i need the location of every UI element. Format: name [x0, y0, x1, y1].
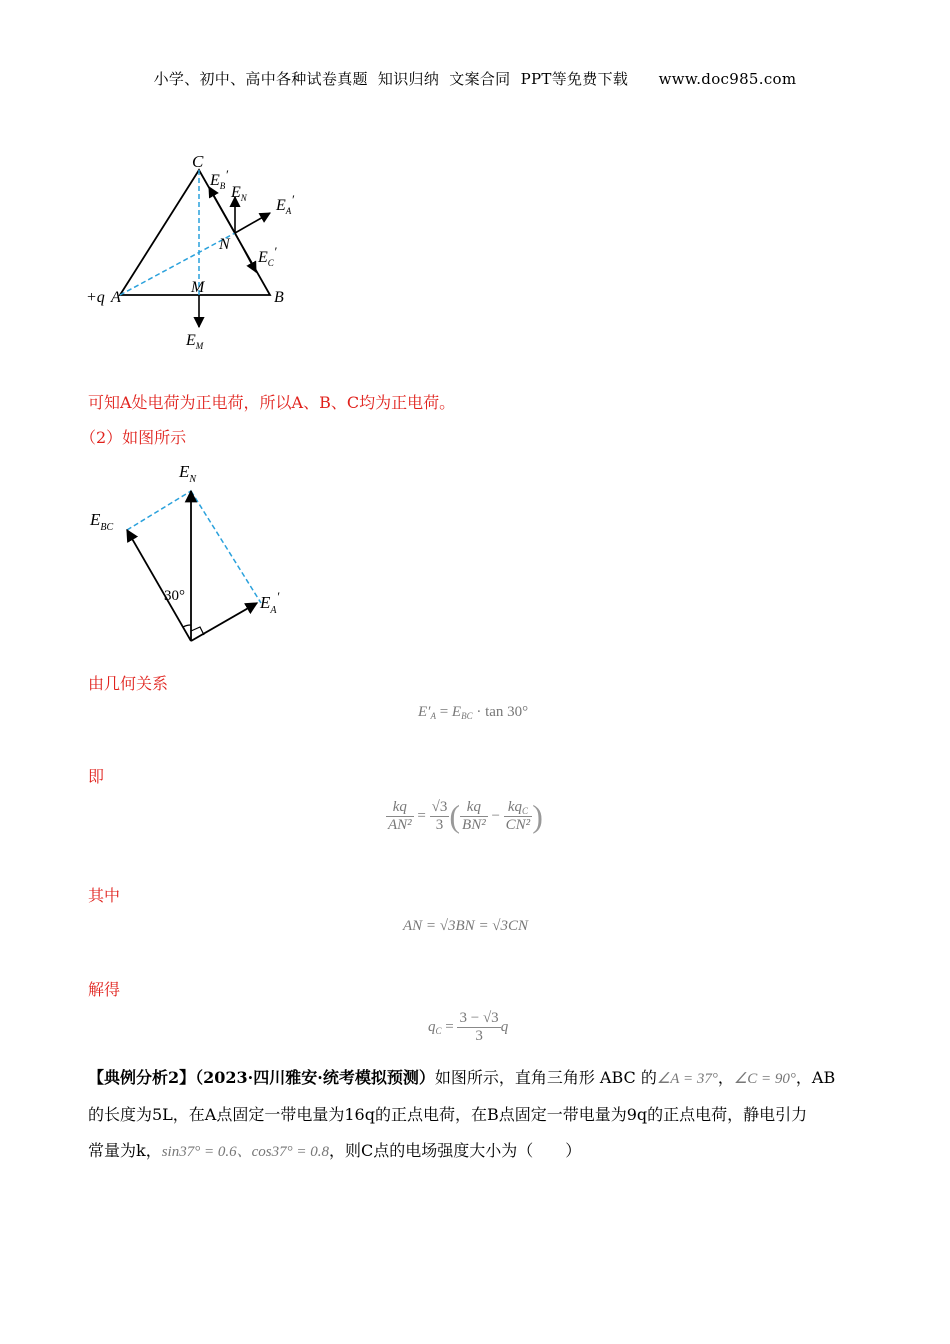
page-header: 小学、初中、高中各种试卷真题 知识归纳 文案合同 PPT等免费下载 www.doc985.com: [153, 70, 797, 88]
label-en2: $E_N$: [179, 462, 197, 485]
problem-line-3: 常量为k，sin37° = 0.6、cos37° = 0.8，则C点的电场强度大小为（ ）: [88, 1141, 582, 1160]
label-eb: $E_B'$: [210, 167, 229, 191]
conclusion-text: 可知A处电荷为正电荷，所以A、B、C均为正电荷。: [88, 393, 456, 412]
equation-4: $q_C$ = $\frac{3 - √3}{3}$ q: [428, 1010, 509, 1044]
label-ec: $E_C'$: [258, 244, 277, 268]
equation-2: $\frac{kq}{\text{AN²}}$ = $\frac{√3}{3}$ ( $\frac{kq}{\text{BN²}}$ − $\frac{kq_C}{\text{CN²}}$ ): [388, 798, 543, 834]
dashed-en-ea: [191, 491, 261, 603]
problem-block: [88, 1060, 878, 1170]
triangle-field-diagram: [80, 145, 320, 360]
vector-ea: [235, 213, 270, 233]
vector-ea: [191, 603, 257, 641]
label-angle: 30°: [164, 588, 185, 604]
label-ebc: $E_{BC}$: [90, 510, 114, 533]
label-em: $E_M$: [186, 332, 204, 351]
vector-ec: [235, 233, 256, 272]
qizhong-label: 其中: [88, 886, 121, 905]
label-b: B: [274, 289, 284, 306]
angle-arc: [183, 625, 191, 627]
jiede-label: 解得: [88, 980, 121, 999]
problem-source: （2023·四川雅安·统考模拟预测）: [195, 1068, 435, 1087]
equation-1: $E'_A = E_{BC} \cdot \tan 30^\circ$: [418, 704, 529, 721]
equation-3: AN = √3BN = √3CN: [403, 918, 529, 934]
part2-heading: （2）如图所示: [80, 428, 187, 447]
label-a: A: [111, 289, 121, 306]
dashed-an: [120, 233, 235, 295]
label-plus-q: +q: [86, 289, 105, 306]
problem-line-2: 的长度为5L，在A点固定一带电量为16q的正点电荷，在B点固定一带电量为9q的正点电荷，静电引力: [88, 1105, 808, 1124]
vector-composition-diagram: [85, 455, 305, 650]
label-ea: $E_A'$: [276, 192, 295, 216]
label-n: N: [219, 236, 230, 253]
vector-ebc: [127, 530, 191, 641]
label-ea2: $E_A'$: [260, 589, 280, 616]
ji-label: 即: [88, 767, 105, 786]
problem-line-1: 【典例分析2】（2023·四川雅安·统考模拟预测）如图所示，直角三角形 ABC 的∠A = 37°，∠C = 90°，AB: [88, 1068, 836, 1087]
triangle-abc: [120, 170, 270, 295]
geom-label: 由几何关系: [88, 674, 169, 693]
label-m: M: [191, 279, 205, 296]
label-c: C: [192, 152, 204, 171]
problem-tag: 【典例分析2】: [88, 1068, 196, 1087]
label-en: $E_N$: [231, 184, 247, 203]
dashed-ebc-en: [127, 491, 191, 530]
